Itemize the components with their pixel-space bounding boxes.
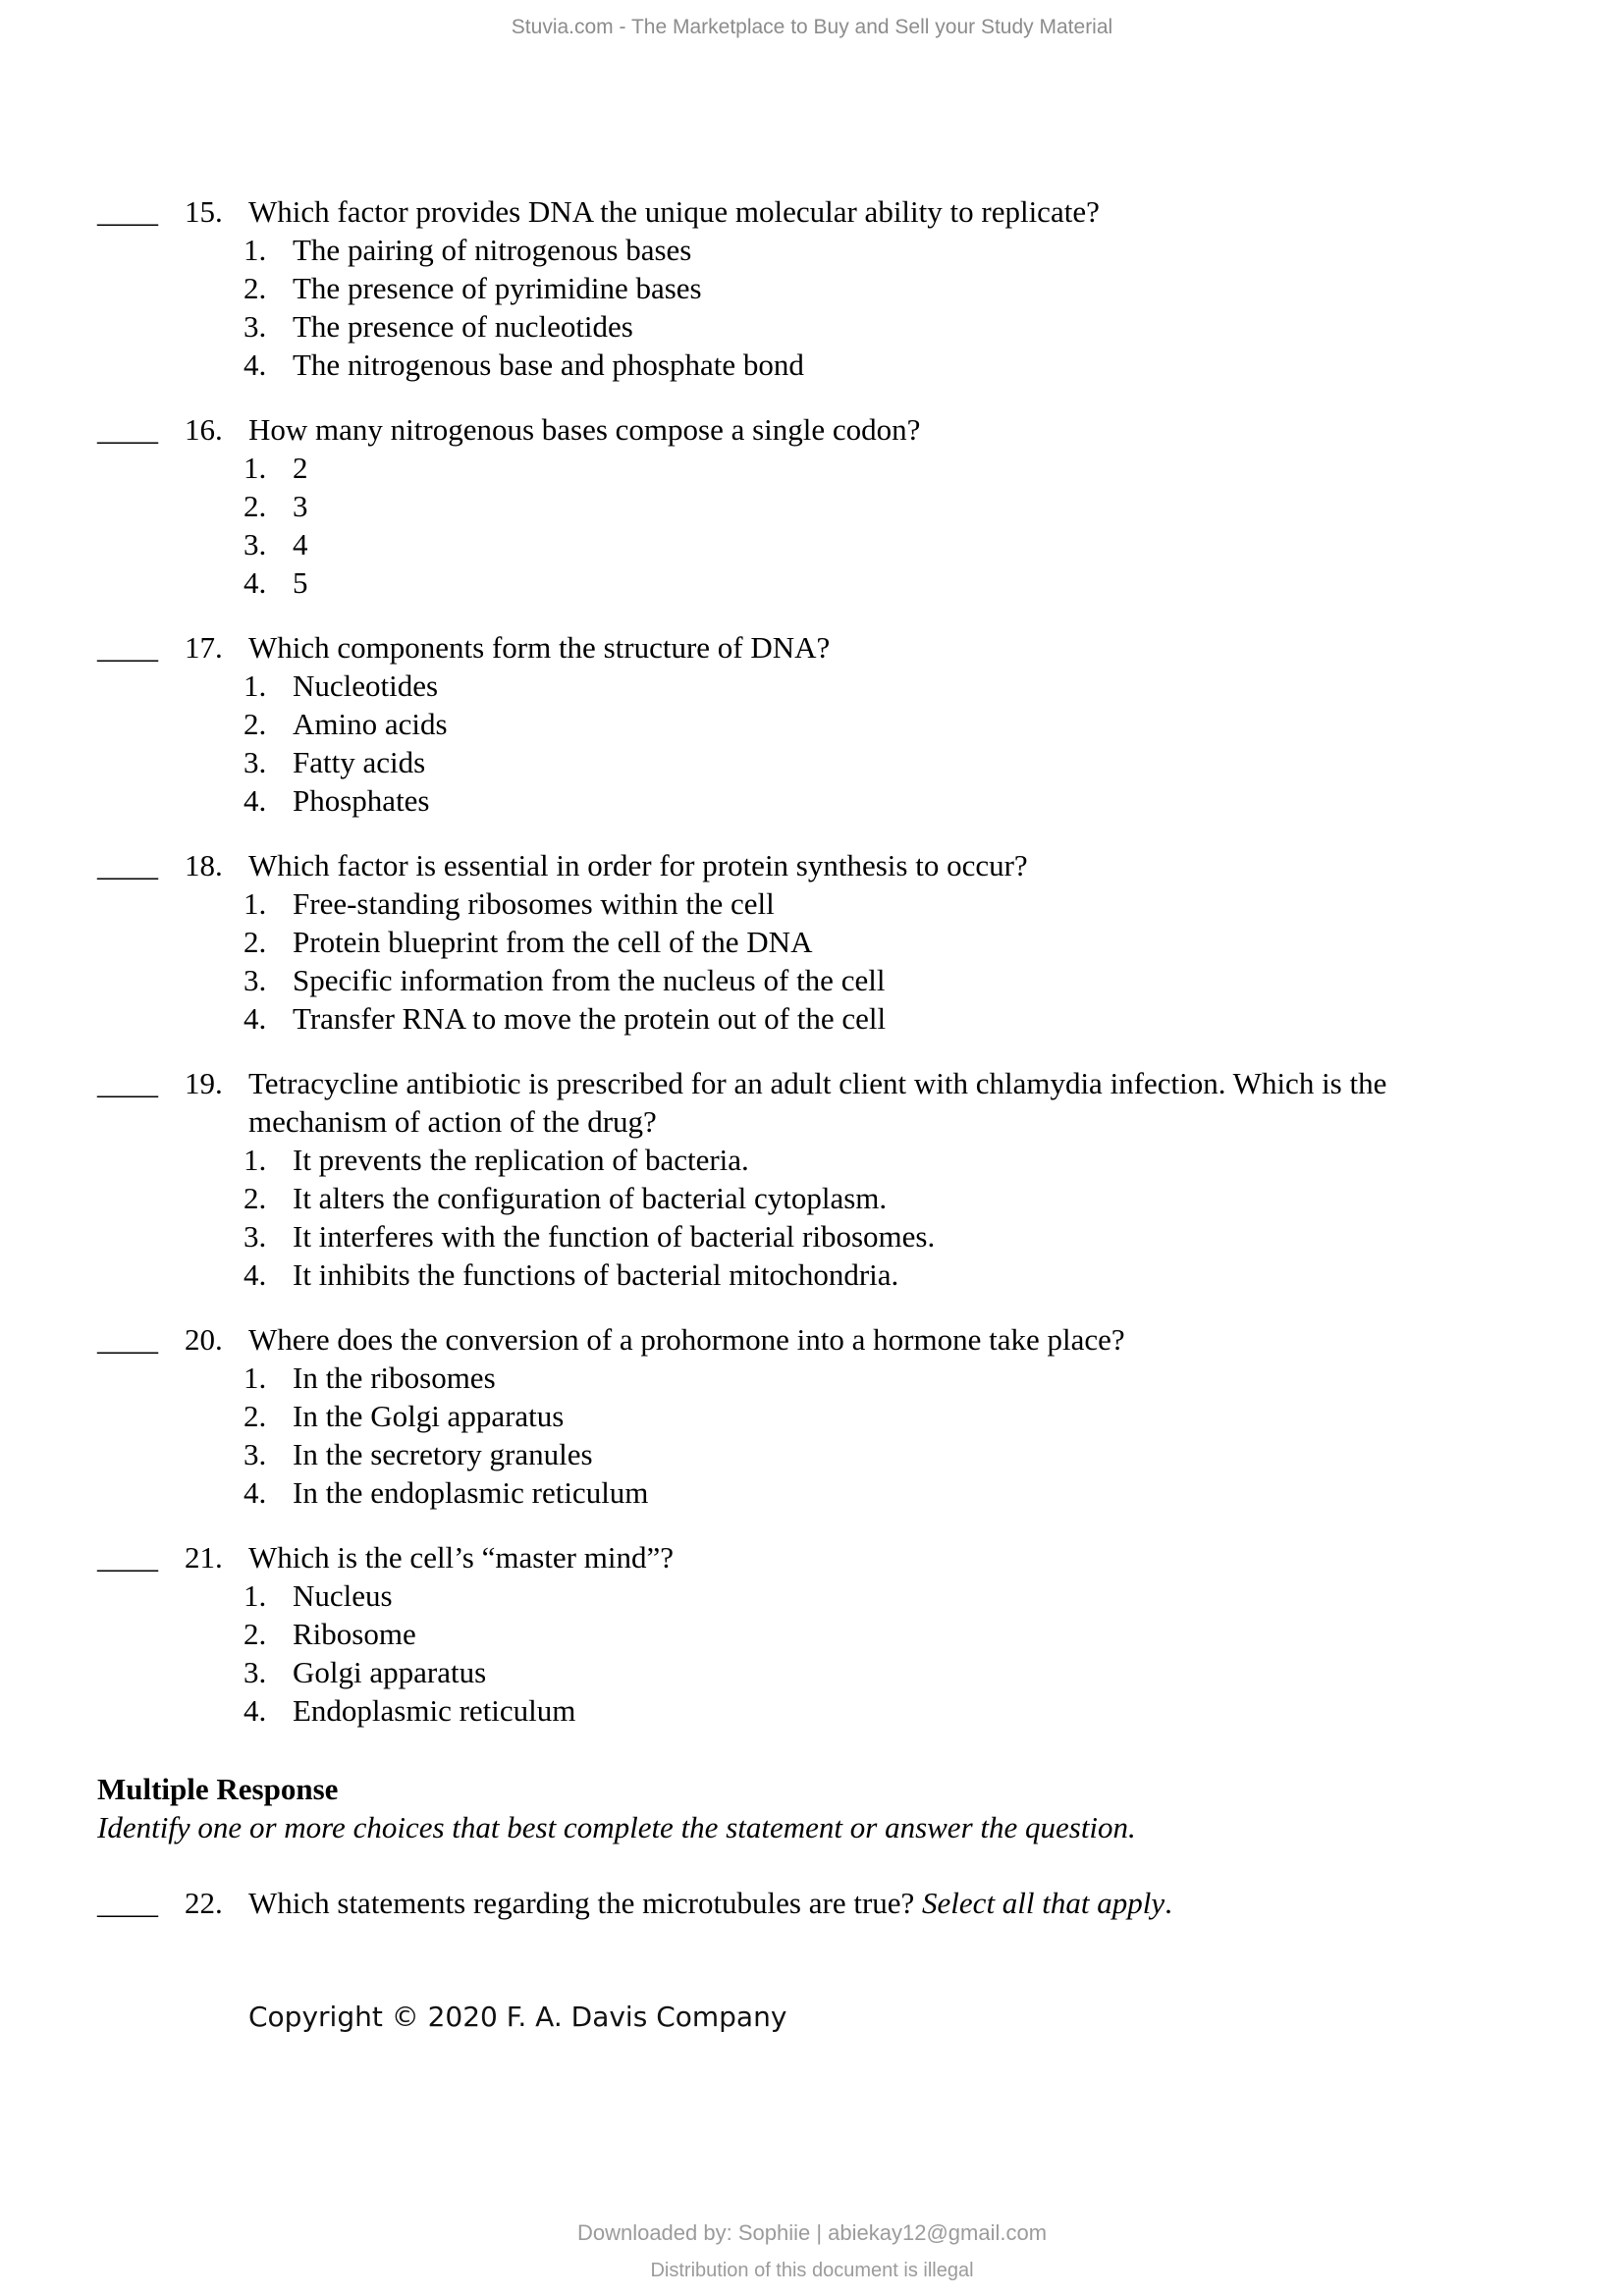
choice: [244, 1473, 1510, 1512]
choice-text: Phosphates: [293, 783, 430, 818]
choice-text: Endoplasmic reticulum: [293, 1693, 576, 1728]
choice: [244, 884, 1510, 923]
choice-label: 2.: [244, 925, 267, 959]
choice-label: 4.: [244, 1001, 267, 1036]
question-22: [97, 1884, 1531, 1922]
choice-text: Free-standing ribosomes within the cell: [293, 886, 775, 921]
choice-text: It prevents the replication of bacteria.: [293, 1143, 749, 1177]
question-19: [97, 1064, 1531, 1294]
question-body: [244, 1538, 1510, 1730]
choice: [244, 1255, 1510, 1294]
site-header: Stuvia.com - The Marketplace to Buy and Sell your Study Material: [511, 16, 1113, 38]
choice-label: 4.: [244, 565, 267, 600]
choice-text: In the endoplasmic reticulum: [293, 1475, 649, 1510]
choice-text: Transfer RNA to move the protein out of the cell: [293, 1001, 887, 1036]
choice: [244, 1691, 1510, 1730]
section-heading: Multiple Response: [97, 1772, 339, 1806]
choice-label: 3.: [244, 1219, 267, 1254]
page-footer: [0, 2220, 1624, 2282]
section-instruction: Identify one or more choices that best complete the statement or answer the question.: [97, 1810, 1136, 1844]
copyright-line: Copyright © 2020 F. A. Davis Company: [248, 2001, 787, 2033]
answer-blank: ____: [97, 848, 158, 882]
choice: [244, 961, 1510, 999]
choice: [244, 999, 1510, 1038]
answer-blank: ____: [97, 1886, 158, 1920]
choice-label: 1.: [244, 1578, 267, 1613]
choice-text: Golgi apparatus: [293, 1655, 487, 1689]
choice-label: 4.: [244, 783, 267, 818]
choice-text: Ribosome: [293, 1617, 416, 1651]
question-text: [248, 1884, 1510, 1922]
choice-list: [244, 231, 1510, 384]
choice: [244, 563, 1510, 602]
question-text: Which components form the structure of DNA?: [248, 630, 831, 665]
choice-list: [244, 1141, 1510, 1294]
choice-list: [244, 667, 1510, 820]
choice: [244, 1141, 1510, 1179]
choice-text: The pairing of nitrogenous bases: [293, 233, 692, 267]
question-number: 21.: [185, 1540, 223, 1575]
question-number: 18.: [185, 848, 223, 882]
choice-label: 2.: [244, 271, 267, 305]
choice: [244, 487, 1510, 525]
question-body: [244, 1064, 1510, 1294]
question-text-normal: Which statements regarding the microtubules are true?: [248, 1886, 923, 1920]
choice: [244, 307, 1510, 346]
choice-text: The presence of nucleotides: [293, 309, 633, 344]
choice-text: The nitrogenous base and phosphate bond: [293, 347, 804, 382]
choice: [244, 1653, 1510, 1691]
choice-label: 4.: [244, 1475, 267, 1510]
question-17: [97, 628, 1531, 820]
question-number: 15.: [185, 194, 223, 229]
choice: [244, 1576, 1510, 1615]
footer-distribution-note: Distribution of this document is illegal: [650, 2260, 974, 2281]
question-number: 19.: [185, 1066, 223, 1100]
choice-text: The presence of pyrimidine bases: [293, 271, 702, 305]
choice-list: [244, 884, 1510, 1038]
choice: [244, 269, 1510, 307]
choice-text: 4: [293, 527, 308, 561]
choice: [244, 1179, 1510, 1217]
choice-label: 3.: [244, 1655, 267, 1689]
question-text: How many nitrogenous bases compose a single codon?: [248, 412, 921, 447]
question-text: Where does the conversion of a prohormone into a hormone take place?: [248, 1322, 1125, 1357]
choice: [244, 923, 1510, 961]
question-number: 16.: [185, 412, 223, 447]
choice-list: [244, 449, 1510, 602]
choice: [244, 781, 1510, 820]
choice-label: 3.: [244, 745, 267, 779]
choice-text: It alters the configuration of bacterial cytoplasm.: [293, 1181, 888, 1215]
choice-label: 3.: [244, 963, 267, 997]
question-16: [97, 410, 1531, 602]
choice-text: In the ribosomes: [293, 1361, 496, 1395]
question-body: [244, 192, 1510, 384]
question-15: [97, 192, 1531, 384]
answer-blank: ____: [97, 194, 158, 229]
choice: [244, 705, 1510, 743]
choice-label: 2.: [244, 707, 267, 741]
choice-label: 1.: [244, 451, 267, 485]
question-text-suffix: .: [1164, 1886, 1172, 1920]
choice-text: 5: [293, 565, 308, 600]
choice-text: Nucleus: [293, 1578, 393, 1613]
choice: [244, 1217, 1510, 1255]
choice-label: 3.: [244, 1437, 267, 1471]
choice-label: 1.: [244, 233, 267, 267]
question-number: 22.: [185, 1886, 223, 1920]
choice-label: 3.: [244, 309, 267, 344]
choice-label: 4.: [244, 1257, 267, 1292]
choice: [244, 1397, 1510, 1435]
choice-label: 2.: [244, 1181, 267, 1215]
answer-blank: ____: [97, 1066, 158, 1100]
choice-text: Amino acids: [293, 707, 448, 741]
question-list: [97, 192, 1531, 2033]
choice: [244, 525, 1510, 563]
choice-label: 1.: [244, 668, 267, 703]
question-body: [244, 1320, 1510, 1512]
choice-text: It interferes with the function of bacterial ribosomes.: [293, 1219, 936, 1254]
footer-downloaded-by: Downloaded by: Sophiie | abiekay12@gmail.com: [576, 2220, 1048, 2245]
choice-text: Specific information from the nucleus of the cell: [293, 963, 886, 997]
answer-blank: ____: [97, 1322, 158, 1357]
question-number: 20.: [185, 1322, 223, 1357]
question-21: [97, 1538, 1531, 1730]
answer-blank: ____: [97, 412, 158, 447]
question-body: [248, 1884, 1510, 1922]
choice-list: [244, 1576, 1510, 1730]
choice-label: 2.: [244, 1617, 267, 1651]
choice-text: Fatty acids: [293, 745, 426, 779]
question-number: 17.: [185, 630, 223, 665]
question-text-italic: Select all that apply: [922, 1886, 1165, 1920]
choice-text: 3: [293, 489, 308, 523]
choice: [244, 449, 1510, 487]
choice: [244, 1359, 1510, 1397]
question-body: [244, 846, 1510, 1038]
choice-text: Protein blueprint from the cell of the DNA: [293, 925, 813, 959]
choice-label: 1.: [244, 886, 267, 921]
choice-text: It inhibits the functions of bacterial mitochondria.: [293, 1257, 899, 1292]
choice-label: 2.: [244, 1399, 267, 1433]
choice-label: 4.: [244, 1693, 267, 1728]
question-text: Which is the cell’s “master mind”?: [248, 1540, 674, 1575]
question-text: Tetracycline antibiotic is prescribed for an adult client with chlamydia infection. Which is the mechanism of action of the drug?: [248, 1066, 1387, 1139]
choice-text: 2: [293, 451, 308, 485]
choice: [244, 667, 1510, 705]
question-18: [97, 846, 1531, 1038]
choice: [244, 1615, 1510, 1653]
section-multiple-response: [97, 1770, 1531, 1846]
choice-text: Nucleotides: [293, 668, 439, 703]
choice-list: [244, 1359, 1510, 1512]
choice-text: In the secretory granules: [293, 1437, 593, 1471]
question-text: Which factor provides DNA the unique molecular ability to replicate?: [248, 194, 1100, 229]
question-body: [244, 410, 1510, 602]
choice-label: 4.: [244, 347, 267, 382]
choice: [244, 743, 1510, 781]
answer-blank: ____: [97, 1540, 158, 1575]
choice: [244, 231, 1510, 269]
choice-text: In the Golgi apparatus: [293, 1399, 565, 1433]
choice: [244, 1435, 1510, 1473]
choice-label: 3.: [244, 527, 267, 561]
choice-label: 1.: [244, 1361, 267, 1395]
choice: [244, 346, 1510, 384]
question-body: [244, 628, 1510, 820]
choice-label: 2.: [244, 489, 267, 523]
question-text: Which factor is essential in order for protein synthesis to occur?: [248, 848, 1028, 882]
question-20: [97, 1320, 1531, 1512]
choice-label: 1.: [244, 1143, 267, 1177]
answer-blank: ____: [97, 630, 158, 665]
